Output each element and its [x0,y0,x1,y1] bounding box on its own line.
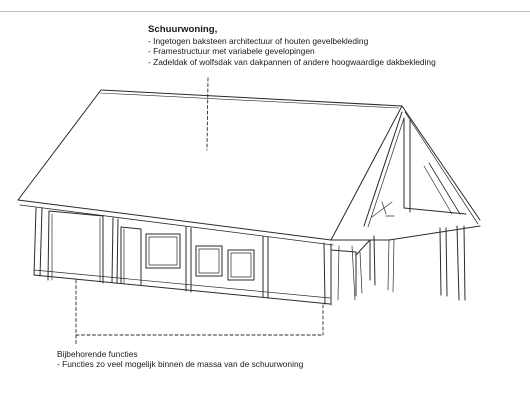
window-1 [146,234,180,268]
front-wall [34,208,331,305]
annotation-bijbehorende-functies [57,349,303,370]
entrance-door [121,227,141,285]
side-wall [331,236,375,300]
window-3 [228,250,254,280]
main-roof [18,90,402,245]
annotation-line-2: - Framestructuur met variabele gevelopingen [148,46,315,57]
leader-roof [207,78,208,150]
window-2 [196,246,222,276]
annotation-title: Schuurwoning, [148,24,218,35]
annotation-bottom-line-1: - Functies zo veel mogelijk binnen de massa van de schuurwoning [57,359,304,370]
leader-lines [76,78,323,344]
annotation-line-1: - Ingetogen baksteen architectuur of houten gevelbekleding [148,36,369,46]
annotation-bottom-title: Bijbehorende functies [57,349,138,359]
annotation-line-3: - Zadeldak of wolfsdak van dakpannen of andere hoogwaardige dakbekleding [148,56,436,67]
